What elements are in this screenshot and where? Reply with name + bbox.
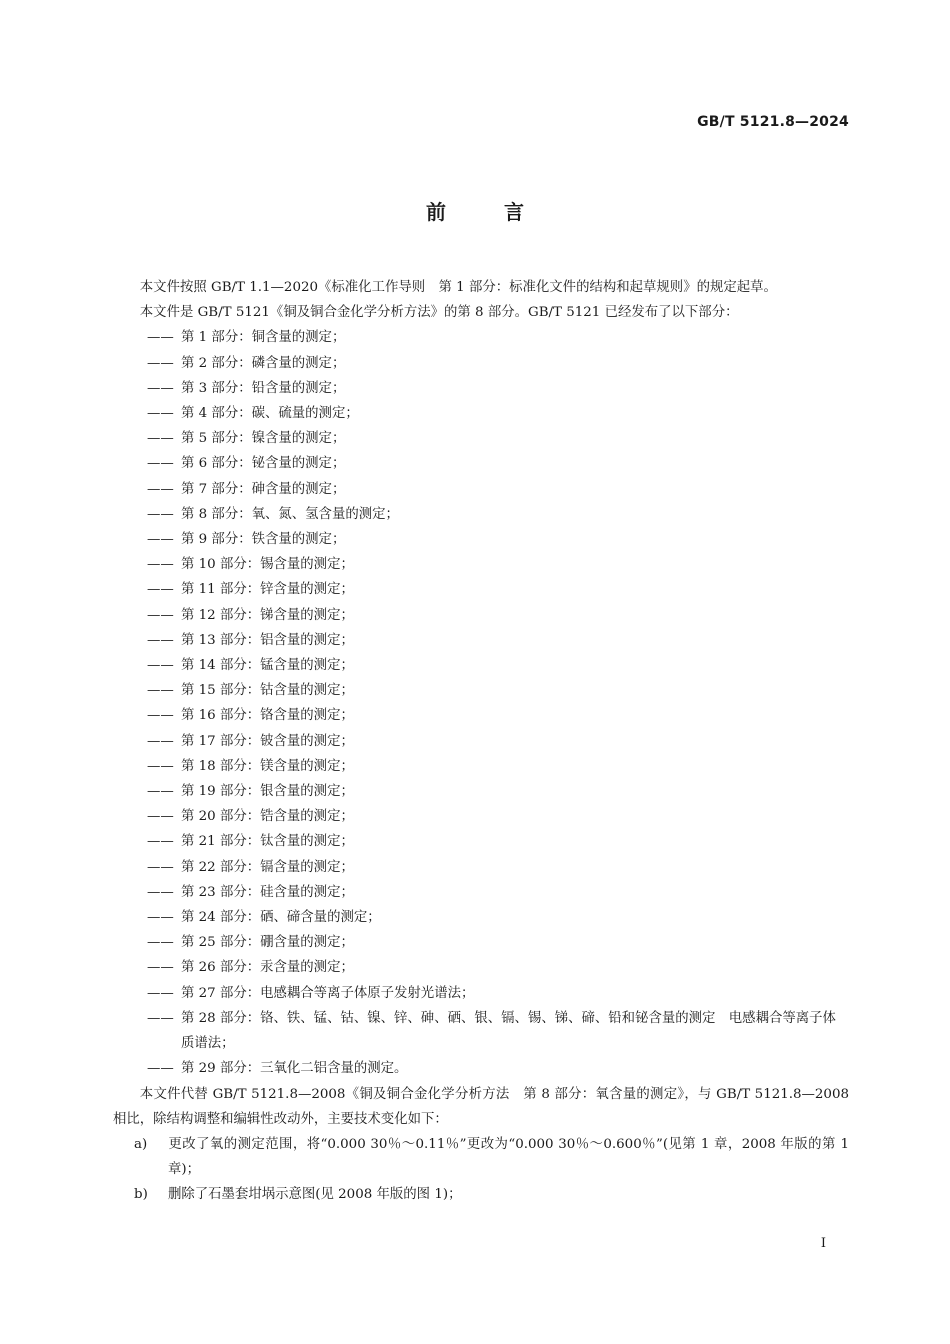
part-title: 第 13 部分：铝含量的测定； [181, 632, 354, 648]
part-list-item [113, 804, 849, 829]
list-dash: —— [147, 683, 174, 699]
list-dash: —— [147, 582, 174, 598]
page-number: I [820, 1236, 826, 1251]
list-dash: —— [147, 557, 174, 573]
list-dash: —— [147, 834, 174, 850]
part-list-item [113, 1006, 849, 1056]
part-title: 第 21 部分：钛含量的测定； [181, 834, 354, 850]
part-list-item [113, 905, 849, 930]
part-title: 第 1 部分：铜含量的测定； [181, 330, 346, 346]
part-list-item [113, 930, 849, 955]
list-dash: —— [147, 456, 174, 472]
part-title: 第 17 部分：铍含量的测定； [181, 733, 354, 749]
part-list-item [113, 1056, 849, 1081]
list-dash: —— [147, 733, 174, 749]
part-title: 第 3 部分：铅含量的测定； [181, 380, 346, 396]
part-list-item [113, 351, 849, 376]
list-dash: —— [147, 935, 174, 951]
page-title: 前言 [426, 200, 582, 224]
part-list-item [113, 325, 849, 350]
change-text: 删除了石墨套坩埚示意图(见 2008 年版的图 1)； [168, 1187, 462, 1203]
list-dash: —— [147, 784, 174, 800]
list-dash: —— [147, 481, 174, 497]
part-list-item [113, 603, 849, 628]
list-dash: —— [147, 532, 174, 548]
foreword-body [113, 275, 849, 1208]
list-dash: —— [147, 380, 174, 396]
part-title: 第 25 部分：硼含量的测定； [181, 935, 354, 951]
part-list-item [113, 955, 849, 980]
list-dash: —— [147, 1010, 174, 1026]
part-title: 第 10 部分：锡含量的测定； [181, 557, 354, 573]
part-list-item [113, 401, 849, 426]
part-title: 第 29 部分：三氧化二铝含量的测定。 [181, 1061, 408, 1077]
part-list-item [113, 653, 849, 678]
list-dash: —— [147, 355, 174, 371]
part-title: 第 5 部分：镍含量的测定； [181, 431, 346, 447]
part-title: 第 24 部分：硒、碲含量的测定； [181, 910, 381, 926]
part-title: 第 15 部分：钴含量的测定； [181, 683, 354, 699]
part-title: 第 28 部分：铬、铁、锰、钴、镍、锌、砷、硒、银、镉、锡、锑、碲、铅和铋含量的测定 电感耦合等离子体质谱法； [181, 1010, 836, 1052]
part-title: 第 22 部分：镉含量的测定； [181, 859, 354, 875]
list-dash: —— [147, 910, 174, 926]
part-list-item [113, 552, 849, 577]
part-list-item [113, 880, 849, 905]
part-list-item [113, 678, 849, 703]
part-list-item [113, 451, 849, 476]
part-title: 第 4 部分：碳、硫量的测定； [181, 406, 359, 422]
list-dash: —— [147, 330, 174, 346]
part-list-item [113, 527, 849, 552]
standard-number: GB/T 5121.8—2024 [697, 114, 849, 130]
list-dash: —— [147, 708, 174, 724]
part-list-item [113, 703, 849, 728]
part-title: 第 14 部分：锰含量的测定； [181, 658, 354, 674]
list-dash: —— [147, 985, 174, 1001]
technical-changes-list [113, 1132, 849, 1208]
part-title: 第 23 部分：硅含量的测定； [181, 884, 354, 900]
list-dash: —— [147, 884, 174, 900]
series-intro-paragraph: 本文件是 GB/T 5121《铜及铜合金化学分析方法》的第 8 部分。GB/T 5121 已经发布了以下部分： [139, 305, 739, 321]
part-title: 第 6 部分：铋含量的测定； [181, 456, 346, 472]
part-list-item [113, 426, 849, 451]
part-title: 第 27 部分：电感耦合等离子体原子发射光谱法； [181, 985, 475, 1001]
part-list-item [113, 779, 849, 804]
list-dash: —— [147, 406, 174, 422]
part-title: 第 8 部分：氧、氮、氢含量的测定； [181, 506, 399, 522]
list-dash: —— [147, 607, 174, 623]
list-dash: —— [147, 960, 174, 976]
list-dash: —— [147, 632, 174, 648]
part-title: 第 16 部分：铬含量的测定； [181, 708, 354, 724]
drafting-rules-paragraph: 本文件按照 GB/T 1.1—2020《标准化工作导则 第 1 部分：标准化文件的结构和起草规则》的规定起草。 [139, 280, 777, 295]
part-list-item [113, 754, 849, 779]
list-dash: —— [147, 658, 174, 674]
part-title: 第 18 部分：镁含量的测定； [181, 758, 354, 774]
list-dash: —— [147, 859, 174, 875]
change-list-item [113, 1132, 849, 1182]
published-parts-list [113, 325, 849, 1081]
part-title: 第 19 部分：银含量的测定； [181, 784, 354, 800]
part-list-item [113, 477, 849, 502]
part-title: 第 26 部分：汞含量的测定； [181, 960, 354, 976]
part-list-item [113, 502, 849, 527]
part-list-item [113, 628, 849, 653]
list-dash: —— [147, 758, 174, 774]
change-text: 更改了氧的测定范围，将“0.000 30％～0.11％”更改为“0.000 30％～0.600％”(见第 1 章，2008 年版的第 1 章)； [168, 1136, 849, 1178]
part-list-item [113, 729, 849, 754]
list-dash: —— [147, 1061, 174, 1077]
part-title: 第 20 部分：锆含量的测定； [181, 809, 354, 825]
change-marker: b) [134, 1187, 148, 1203]
part-title: 第 9 部分：铁含量的测定； [181, 532, 346, 548]
part-title: 第 11 部分：锌含量的测定； [181, 582, 354, 598]
replacement-paragraph: 本文件代替 GB/T 5121.8—2008《铜及铜合金化学分析方法 第 8 部分：氧含量的测定》，与 GB/T 5121.8—2008 相比，除结构调整和编辑性改动外，主要技术变化如下： [113, 1086, 849, 1127]
list-dash: —— [147, 506, 174, 522]
part-title: 第 2 部分：磷含量的测定； [181, 355, 346, 371]
part-list-item [113, 829, 849, 854]
change-marker: a) [134, 1136, 148, 1152]
part-title: 第 12 部分：锑含量的测定； [181, 607, 354, 623]
part-list-item [113, 855, 849, 880]
list-dash: —— [147, 809, 174, 825]
list-dash: —— [147, 431, 174, 447]
part-list-item [113, 577, 849, 602]
change-list-item [113, 1182, 849, 1207]
part-list-item [113, 981, 849, 1006]
part-list-item [113, 376, 849, 401]
part-title: 第 7 部分：砷含量的测定； [181, 481, 346, 497]
